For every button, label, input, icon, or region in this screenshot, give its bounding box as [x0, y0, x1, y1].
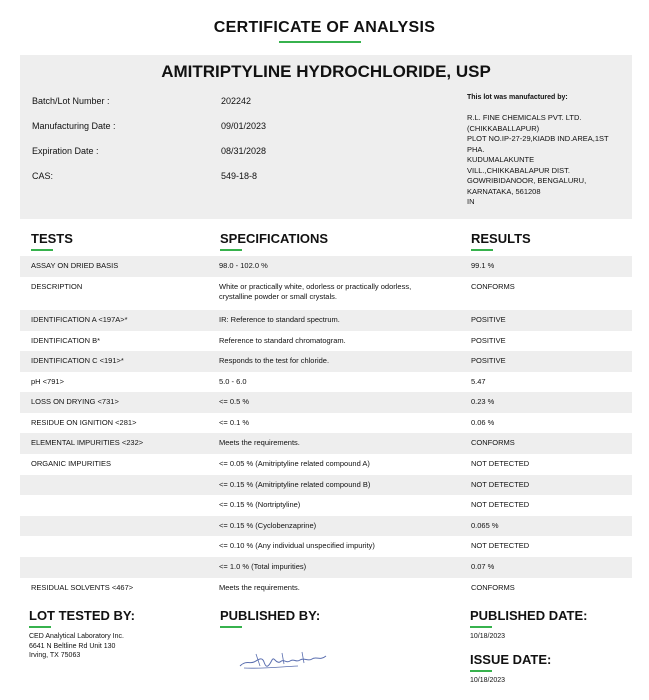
manufacturer-heading: This lot was manufactured by: — [467, 94, 568, 101]
test-spec: <= 1.0 % (Total impurities) — [219, 562, 307, 571]
test-result: 0.06 % — [471, 418, 495, 427]
lot-tested-by-heading: LOT TESTED BY: — [29, 608, 135, 623]
table-row — [20, 433, 632, 454]
published-date-value: 10/18/2023 — [470, 633, 506, 640]
test-result: 0.065 % — [471, 521, 499, 530]
test-spec: <= 0.10 % (Any individual unspecified impurity) — [219, 541, 375, 550]
manufacturer-line: KUDUMALAKUNTE — [467, 155, 535, 164]
manufacturer-line: R.L. FINE CHEMICALS PVT. LTD. — [467, 113, 582, 122]
table-row — [20, 392, 632, 413]
expiration-date-label: Expiration Date : — [32, 146, 99, 156]
test-name: IDENTIFICATION A <197A>* — [31, 315, 128, 324]
lot-tested-by-underline — [29, 626, 51, 628]
test-spec: 5.0 - 6.0 — [219, 377, 247, 386]
table-row — [20, 372, 632, 392]
test-result: POSITIVE — [471, 356, 506, 365]
table-row — [20, 351, 632, 372]
tests-heading: TESTS — [31, 231, 73, 246]
specifications-underline — [220, 249, 242, 251]
lab-address-line: CED Analytical Laboratory Inc. — [29, 633, 124, 640]
table-row — [20, 557, 632, 578]
test-name: pH <791> — [31, 377, 64, 386]
test-spec: <= 0.05 % (Amitriptyline related compound A) — [219, 459, 370, 468]
issue-date-underline — [470, 670, 492, 672]
test-result: POSITIVE — [471, 336, 506, 345]
test-spec: Responds to the test for chloride. — [219, 356, 330, 365]
cas-label: CAS: — [32, 171, 54, 181]
test-spec: <= 0.15 % (Amitriptyline related compound B) — [219, 480, 371, 489]
test-result: 99.1 % — [471, 261, 495, 270]
manufacturer-line: KARNATAKA, 561208 — [467, 186, 541, 196]
test-result: 0.07 % — [471, 562, 495, 571]
test-result: CONFORMS — [471, 438, 515, 447]
test-name: ELEMENTAL IMPURITIES <232> — [31, 438, 144, 447]
specifications-heading: SPECIFICATIONS — [220, 231, 329, 246]
manufacturing-date-value: 09/01/2023 — [221, 121, 267, 131]
published-by-heading: PUBLISHED BY: — [220, 608, 321, 623]
product-name: AMITRIPTYLINE HYDROCHLORIDE, USP — [161, 62, 491, 81]
test-spec: <= 0.15 % (Cyclobenzaprine) — [219, 521, 317, 530]
test-name: DESCRIPTION — [31, 282, 83, 291]
test-name: LOSS ON DRYING <731> — [31, 397, 119, 406]
test-name: IDENTIFICATION C <191>* — [31, 356, 124, 365]
table-row — [20, 475, 632, 495]
test-spec: IR: Reference to standard spectrum. — [219, 315, 340, 324]
test-result: 0.23 % — [471, 397, 495, 406]
document-title: CERTIFICATE OF ANALYSIS — [213, 19, 436, 36]
manufacturer-line: VILL.,CHIKKABALAPUR DIST. — [467, 165, 570, 175]
table-row — [20, 331, 632, 351]
table-row — [20, 578, 632, 598]
published-date-underline — [470, 626, 492, 628]
lab-address-line: Irving, TX 75063 — [29, 652, 81, 659]
table-row — [20, 536, 632, 557]
tests-underline — [31, 249, 53, 251]
manufacturer-line: IN — [467, 197, 475, 206]
batch-value: 202242 — [221, 96, 252, 106]
manufacturing-date-label: Manufacturing Date : — [32, 121, 116, 131]
signature-image — [238, 650, 330, 672]
test-result: NOT DETECTED — [471, 541, 530, 550]
test-spec: Meets the requirements. — [219, 583, 300, 592]
test-result: POSITIVE — [471, 315, 506, 324]
table-row — [20, 495, 632, 516]
manufacturer-line: (CHIKKABALLAPUR) — [467, 123, 540, 133]
table-row — [20, 516, 632, 536]
table-row — [20, 413, 632, 433]
test-spec: <= 0.1 % — [219, 418, 250, 427]
manufacturer-line: PHA. — [467, 144, 485, 154]
results-underline — [471, 249, 493, 251]
table-row — [20, 454, 632, 475]
title-underline — [279, 41, 361, 43]
test-result: CONFORMS — [471, 583, 515, 592]
manufacturer-line: PLOT NO.IP-27-29,KIADB IND.AREA,1ST — [467, 134, 609, 143]
results-heading: RESULTS — [471, 231, 531, 246]
batch-label: Batch/Lot Number : — [32, 96, 110, 106]
issue-date-value: 10/18/2023 — [470, 677, 506, 684]
issue-date-heading: ISSUE DATE: — [470, 652, 552, 667]
test-spec: White or practically white, odorless or practically odorless, crystalline powder or small crystals. — [219, 282, 412, 301]
test-name: RESIDUAL SOLVENTS <467> — [31, 583, 134, 592]
published-date-heading: PUBLISHED DATE: — [470, 608, 588, 623]
table-row — [20, 256, 632, 277]
test-name: IDENTIFICATION B* — [31, 336, 101, 345]
expiration-date-value: 08/31/2028 — [221, 146, 267, 156]
test-result: CONFORMS — [471, 282, 515, 291]
test-spec: <= 0.5 % — [219, 397, 250, 406]
test-spec: Reference to standard chromatogram. — [219, 336, 346, 345]
test-name: ORGANIC IMPURITIES — [31, 459, 112, 468]
cas-value: 549-18-8 — [221, 171, 258, 181]
test-result: NOT DETECTED — [471, 459, 530, 468]
published-by-underline — [220, 626, 242, 628]
test-spec: 98.0 - 102.0 % — [219, 261, 268, 270]
test-result: NOT DETECTED — [471, 500, 530, 509]
test-spec: <= 0.15 % (Nortriptyline) — [219, 500, 301, 509]
manufacturer-line: GOWRIBIDANOOR, BENGALURU, — [467, 176, 587, 185]
test-name: ASSAY ON DRIED BASIS — [31, 261, 119, 270]
test-name: RESIDUE ON IGNITION <281> — [31, 418, 137, 427]
table-row — [20, 277, 632, 310]
test-result: NOT DETECTED — [471, 480, 530, 489]
table-row — [20, 310, 632, 331]
test-result: 5.47 — [471, 377, 486, 386]
lab-address-line: 6641 N Beltline Rd Unit 130 — [29, 642, 116, 650]
test-spec: Meets the requirements. — [219, 438, 300, 447]
